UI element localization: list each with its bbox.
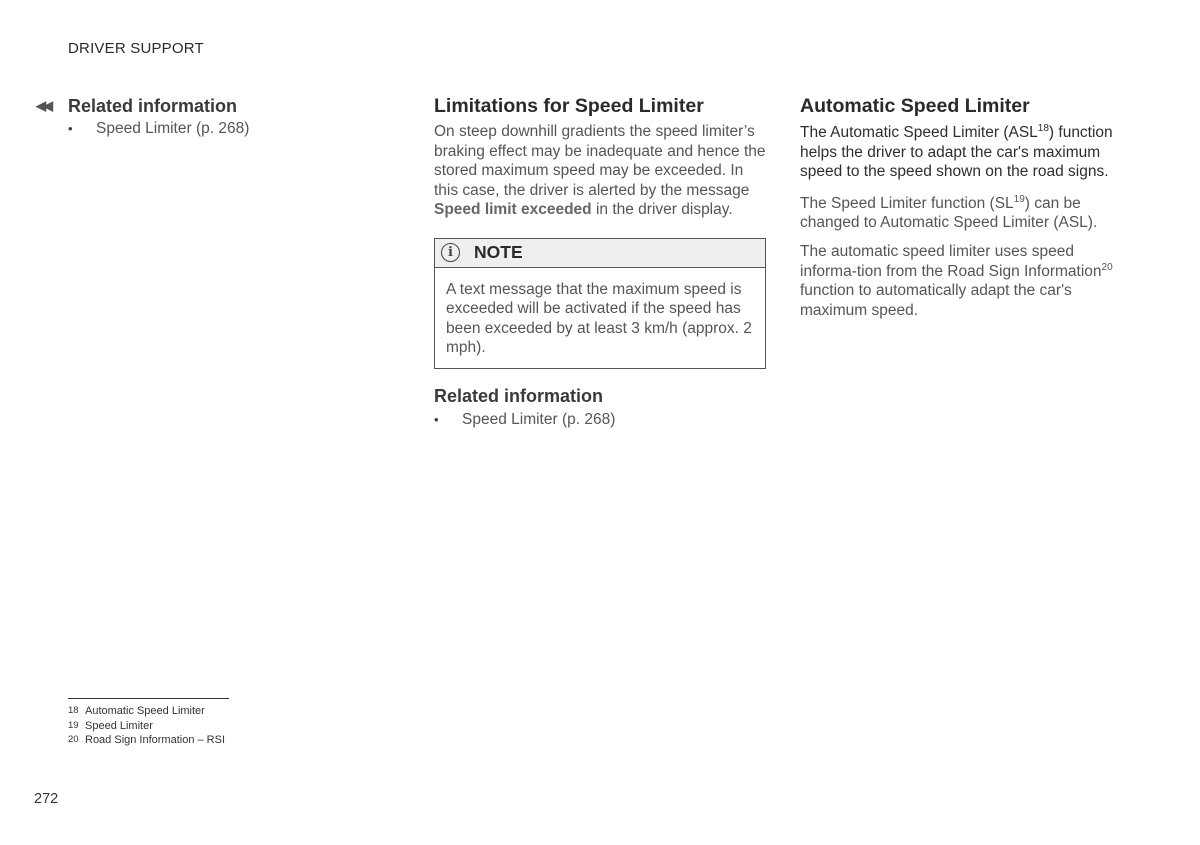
- display-message: Speed limit exceeded: [434, 201, 592, 219]
- related-information-label: Related information: [68, 95, 238, 116]
- related-link[interactable]: Speed Limiter (p. 268): [96, 120, 250, 137]
- column-right: [800, 94, 1135, 320]
- footnote-text: Speed Limiter: [85, 719, 153, 732]
- text-run: in the driver display.: [591, 201, 733, 219]
- footnote-text: Road Sign Information – RSI: [85, 734, 226, 746]
- footnote-ref[interactable]: 20: [1101, 261, 1113, 273]
- page-number: 272: [34, 791, 59, 807]
- related-link[interactable]: Speed Limiter (p. 268): [462, 410, 616, 428]
- footnote: [68, 704, 229, 719]
- text-run: function to automatically adapt the car's maximum speed.: [800, 282, 1072, 319]
- footnote-number: 19: [68, 719, 79, 731]
- footnote-ref[interactable]: 19: [1013, 193, 1025, 205]
- footnote: [68, 733, 229, 748]
- note-text: A text message that the maximum speed is exceeded will be activated if the speed has been exceeded by at least 3 km/h (approx. 2 mph).: [446, 280, 752, 357]
- list-item[interactable]: [434, 410, 766, 430]
- footnotes: [68, 698, 229, 748]
- footnote: [68, 719, 229, 734]
- body-paragraph: [800, 194, 1135, 233]
- related-information-heading: [36, 94, 366, 118]
- list-item[interactable]: [68, 119, 366, 139]
- lead-paragraph: [800, 123, 1135, 182]
- related-information-list: [434, 410, 766, 430]
- info-icon: i: [441, 243, 460, 262]
- footnote-number: 20: [68, 734, 79, 745]
- footnote-number: 18: [68, 705, 79, 716]
- footnote-text: Automatic Speed Limiter: [85, 705, 205, 717]
- column-left: [36, 94, 366, 139]
- text-run: On steep downhill gradients the speed limiter’s braking effect may be inadequate and hence the stored maximum speed may be exceeded. In this case, the driver is alerted by the message: [434, 123, 766, 199]
- section-header: DRIVER SUPPORT: [68, 40, 204, 57]
- bullet: •: [434, 411, 439, 427]
- body-paragraph: [434, 122, 766, 220]
- note-title: NOTE: [474, 242, 523, 263]
- column-middle: [434, 94, 766, 430]
- footnote-ref[interactable]: 18: [1037, 122, 1049, 134]
- body-paragraph: [800, 242, 1135, 320]
- section-heading: Limitations for Speed Limiter: [434, 95, 704, 117]
- related-information-heading: [434, 385, 766, 409]
- note-box: [434, 238, 766, 369]
- related-information-label: Related information: [434, 386, 604, 407]
- text-run: ) can be changed to Automatic Speed Limiter (ASL).: [800, 194, 1098, 232]
- double-chevron-left-icon[interactable]: ◀◀: [36, 98, 50, 113]
- text-run: The Speed Limiter function (SL: [800, 194, 1014, 212]
- bullet: •: [68, 121, 73, 136]
- text-run: ) function helps the driver to adapt the car's maximum speed to the speed shown on the road signs.: [800, 124, 1113, 181]
- text-run: The Automatic Speed Limiter (ASL: [800, 124, 1038, 141]
- section-heading: Automatic Speed Limiter: [800, 95, 1030, 117]
- note-header: [435, 239, 765, 268]
- text-run: The automatic speed limiter uses speed informa-tion from the Road Sign Information: [800, 242, 1102, 280]
- related-information-list: [68, 119, 366, 139]
